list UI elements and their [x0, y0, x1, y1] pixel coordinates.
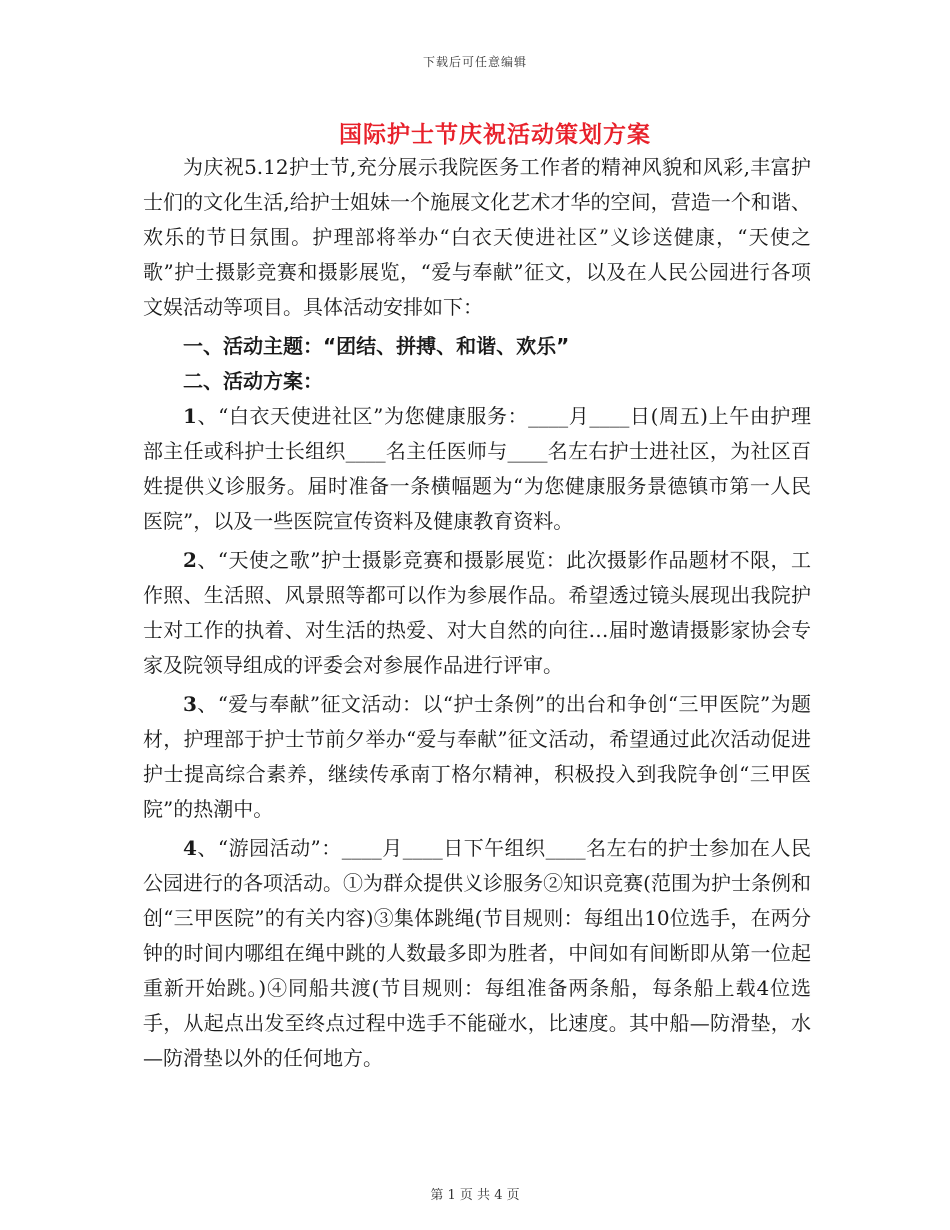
plan-item-text: 、“天使之歌”护士摄影竞赛和摄影展览：此次摄影作品题材不限，工作照、生活照、风景照等都可以作为参展作品。希望透过镜头展现出我院护士对工作的执着、对生活的热爱、对大自然的向往…届时邀请摄影家协会专家及院领导组成的评委会对参展作品进行评审。: [143, 548, 811, 677]
page-number: 第 1 页 共 4 页: [430, 1188, 520, 1203]
plan-item-number: 3: [183, 692, 197, 716]
page-header-note: 下载后可任意编辑: [422, 55, 527, 69]
document-title: 国际护士节庆祝活动策划方案: [339, 121, 651, 148]
plan-item-number: 2: [183, 548, 197, 572]
section-heading-theme: 一、活动主题：“团结、拼搏、和谐、欢乐”: [183, 334, 570, 358]
plan-item-3: [143, 687, 811, 827]
intro-paragraph: 为庆祝5.12护士节,充分展示我院医务工作者的精神风貌和风彩,丰富护士们的文化生活,给护士姐妹一个施展文化艺术才华的空间，营造一个和谐、欢乐的节日氛围。护理部将举办“白衣天使进社区”义诊送健康，“天使之歌”护士摄影竞赛和摄影展览，“爱与奉献”征文，以及在人民公园进行各项文娱活动等项目。具体活动安排如下：: [143, 155, 811, 319]
plan-item-4: [143, 831, 811, 1076]
document-body: [143, 150, 811, 1076]
plan-item-text: 、“白衣天使进社区”为您健康服务：____月____日(周五)上午由护理部主任或科护士长组织____名主任医师与____名左右护士进社区，为社区百姓提供义诊服务。届时准备一条横幅题为“为您健康服务景德镇市第一人民医院”，以及一些医院宣传资料及健康教育资料。: [143, 404, 811, 533]
plan-item-text: 、“爱与奉献”征文活动：以“护士条例”的出台和争创“三甲医院”为题材，护理部于护士节前夕举办“爱与奉献”征文活动，希望通过此次活动促进护士提高综合素养，继续传承南丁格尔精神，积极投入到我院争创“三甲医院”的热潮中。: [143, 692, 811, 821]
section-heading-plan: 二、活动方案：: [183, 369, 323, 393]
plan-item-number: 1: [183, 404, 197, 428]
plan-item-1: [143, 399, 811, 539]
plan-item-number: 4: [183, 836, 197, 860]
plan-item-text: 、“游园活动”：____月____日下午组织____名左右的护士参加在人民公园进行的各项活动。①为群众提供义诊服务②知识竞赛(范围为护士条例和创“三甲医院”的有关内容)③集体跳绳(节目规则：每组出10位选手，在两分钟的时间内哪组在绳中跳的人数最多即为胜者，中间如有间断即从第一位起重新开始跳。)④同船共渡(节目规则：每组准备两条船，每条船上载4位选手，从起点出发至终点过程中选手不能碰水，比速度。其中船—防滑垫，水—防滑垫以外的任何地方。: [143, 836, 811, 1070]
plan-item-2: [143, 543, 811, 683]
